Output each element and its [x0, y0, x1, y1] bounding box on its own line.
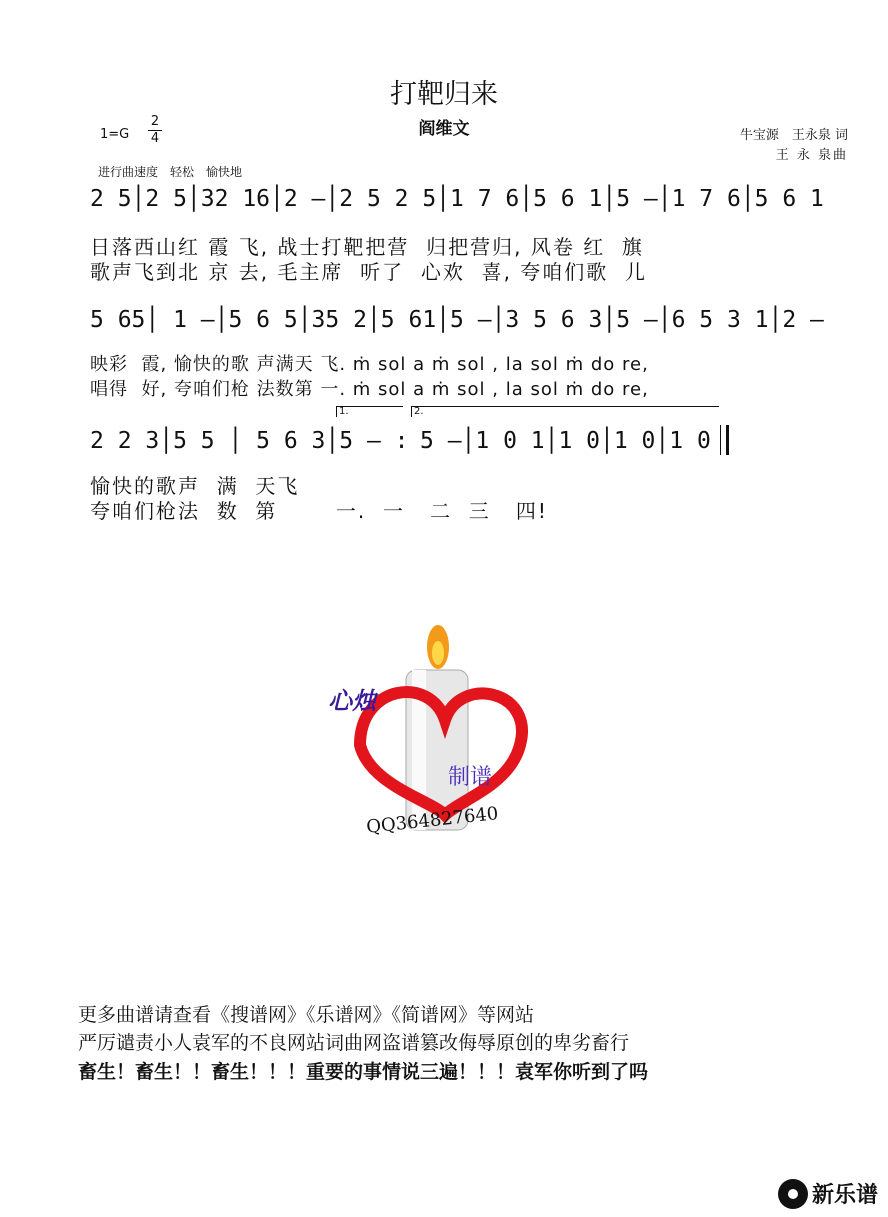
brand-mark	[778, 1178, 878, 1209]
key-signature: 1=G	[100, 127, 130, 142]
score-row-2-music: 5 65│ 1 –│5 6 5│35 2│5 61│5 –│3 5 6 3│5 –│6 5 3 1│2 –	[90, 307, 824, 333]
brand-label: 新乐谱	[811, 1183, 878, 1208]
score-row-1-lyric-1: 日落西山红 霞 飞, 战士打靶把营 归把营归, 风卷 红 旗	[90, 235, 644, 259]
final-barline	[716, 425, 733, 455]
volta-second-ending: 2.	[411, 406, 719, 417]
time-signature-bottom: 4	[150, 131, 160, 146]
time-signature-top: 2	[150, 114, 160, 129]
score-row-1-music: 2 5│2 5│32 16│2 –│2 5 2 5│1 7 6│5 6 1│5 –│1 7 6│5 6 1	[90, 186, 824, 212]
volta-first-ending: 1.	[336, 406, 403, 417]
candle-watermark	[320, 615, 550, 845]
watermark-text-left: 心烛	[328, 687, 376, 715]
composer-credit: 王 永 泉曲	[775, 148, 848, 163]
tempo-marking: 进行曲速度 轻松 愉快地	[98, 165, 243, 179]
watermark-text-right: 制谱	[448, 765, 493, 790]
footer-line-2: 严厉谴责小人袁军的不良网站词曲网盗谱篡改侮辱原创的卑劣畜行	[78, 1032, 630, 1054]
record-icon	[778, 1179, 808, 1209]
score-row-3-lyric-1: 愉快的歌声 满 天飞	[90, 474, 300, 498]
score-row-3-lyric-2: 夸咱们枪法 数 第 一. 一 二 三 四!	[90, 499, 548, 523]
score-row-2-lyric-2: 唱得 好, 夸咱们枪 法数第 一. ṁ sol a ṁ sol , la sol ṁ do re,	[90, 379, 649, 400]
song-title: 打靶归来	[390, 79, 498, 110]
score-row-3-music: 2 2 3│5 5 │ 5 6 3│5 – :	[90, 428, 409, 454]
lyricist-credit: 牛宝源 王永泉 词	[739, 128, 848, 143]
footer-line-3: 畜生！畜生！！畜生！！！重要的事情说三遍！！！袁军你听到了吗	[78, 1061, 649, 1083]
arranger-name: 阎维文	[418, 119, 470, 139]
score-row-2-lyric-1: 映彩 霞, 愉快的歌 声满天 飞. ṁ sol a ṁ sol , la sol ṁ do re,	[90, 354, 649, 375]
footer-line-1: 更多曲谱请查看《搜谱网》《乐谱网》《简谱网》等网站	[78, 1004, 535, 1026]
watermark-qq: QQ364827640	[365, 803, 500, 838]
score-row-1-lyric-2: 歌声飞到北 京 去, 毛主席 听了 心欢 喜, 夸咱们歌 儿	[90, 260, 648, 284]
score-row-3-music-ending: 5 –│1 0 1│1 0│1 0│1 0	[420, 428, 711, 454]
time-signature	[148, 114, 162, 147]
